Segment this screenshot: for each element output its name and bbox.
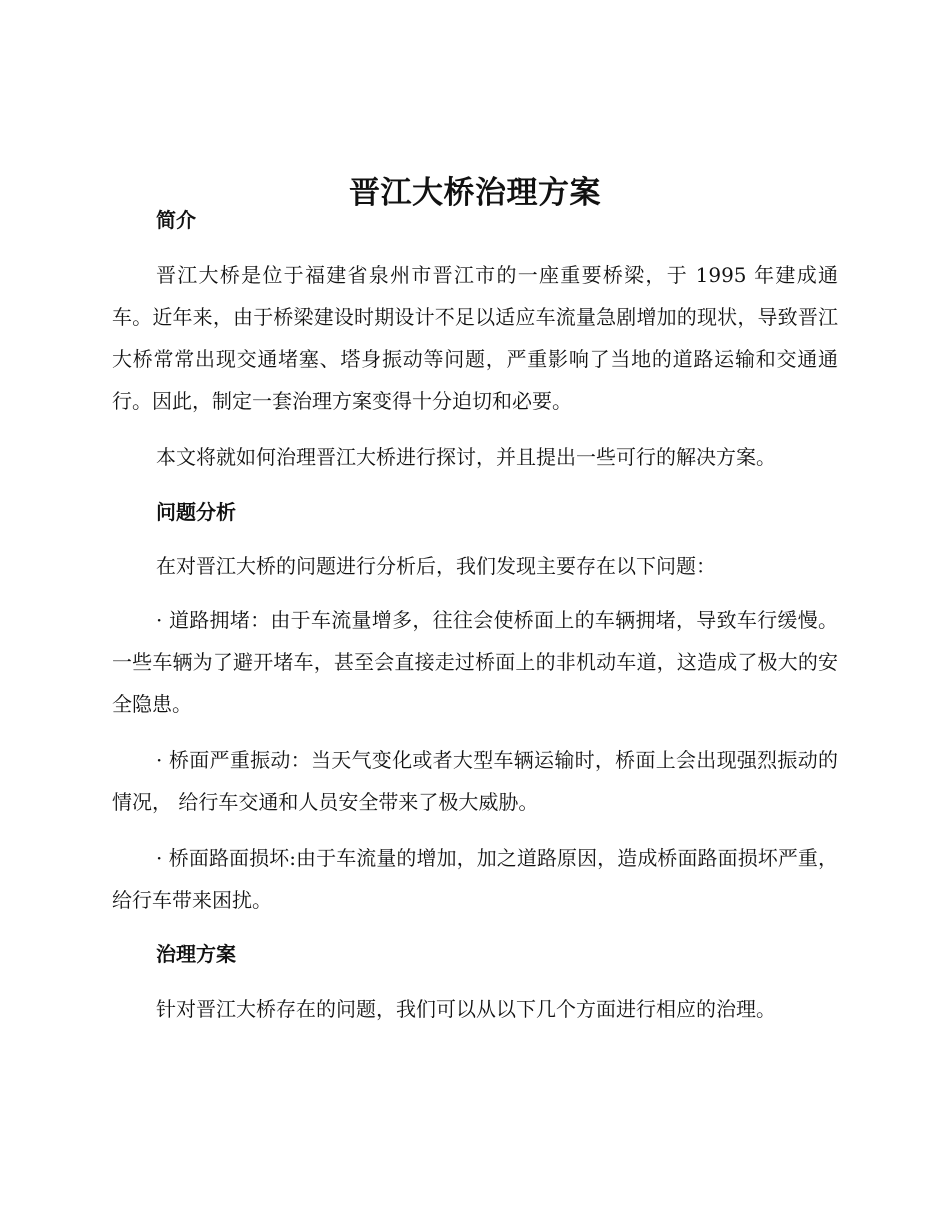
section-heading-solution: 治理方案	[156, 942, 236, 966]
paragraph-intro-2: 本文将就如何治理晋江大桥进行探讨，并且提出一些可行的解决方案。	[156, 445, 776, 469]
document-title: 晋江大桥治理方案	[349, 174, 601, 211]
section-heading-analysis: 问题分析	[156, 500, 236, 524]
paragraph-analysis-1: 在对晋江大桥的问题进行分析后，我们发现主要存在以下问题：	[156, 554, 716, 578]
paragraph-solution-1: 针对晋江大桥存在的问题，我们可以从以下几个方面进行相应的治理。	[156, 997, 776, 1021]
bullet-road-damage: · 桥面路面损坏:由于车流量的增加，加之道路原因，造成桥面路面损坏严重，给行车带来困扰。	[112, 846, 838, 912]
paragraph-intro-1: 晋江大桥是位于福建省泉州市晋江市的一座重要桥梁，于 1995 年建成通车。近年来，由于桥梁建设时期设计不足以适应车流量急剧增加的现状，导致晋江大桥常常出现交通堵塞、塔身振动等问题，严重影响了当地的道路运输和交通通行。因此，制定一套治理方案变得十分迫切和必要。	[112, 263, 838, 413]
bullet-bridge-vibration: · 桥面严重振动：当天气变化或者大型车辆运输时，桥面上会出现强烈振动的情况， 给行车交通和人员安全带来了极大威胁。	[112, 748, 838, 814]
section-heading-intro: 简介	[156, 208, 196, 232]
bullet-road-congestion: · 道路拥堵：由于车流量增多，往往会使桥面上的车辆拥堵，导致车行缓慢。一些车辆为了避开堵车，甚至会直接走过桥面上的非机动车道，这造成了极大的安全隐患。	[112, 608, 838, 716]
